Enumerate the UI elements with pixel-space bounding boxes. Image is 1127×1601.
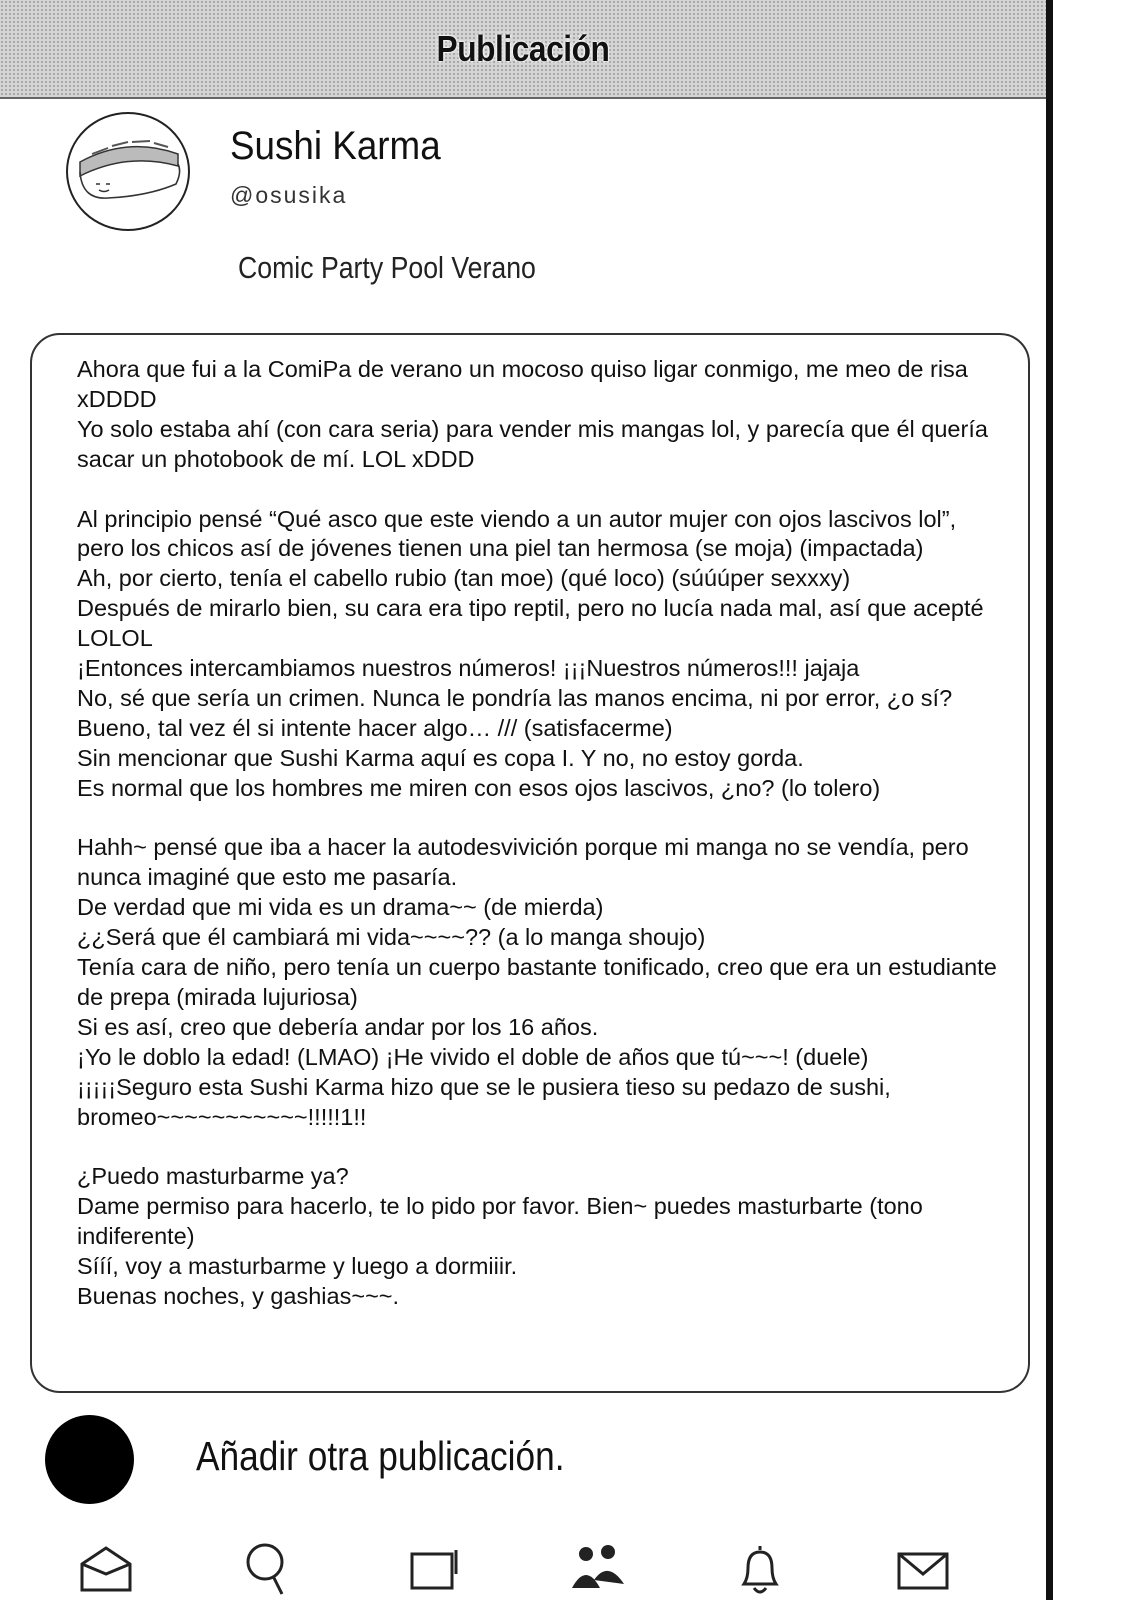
post-paragraph: Al principio pensé “Qué asco que este viendo a un autor mujer con ojos lascivos lol”, pero los chicos así de jóvenes tienen una piel tan hermosa (se moja) (impactada) Ah, por cierto, tenía el cabello rubio (tan moe) (qué loco) (súúúper sexxxy) Después de mirarlo bien, su cara era tipo reptil, pero no lucía nada mal, así que acepté LOLOL ¡Entonces intercambiamos nuestros números! ¡¡¡Nuestros números!!! jajaja No, sé que sería un crimen. Nunca le pondría las manos encima, ni por error, ¿o sí? Bueno, tal vez él si intente hacer algo… /// (satisfacerme) Sin mencionar que Sushi Karma aquí es copa I. Y no, no estoy gorda. Es normal que los hombres me miren con esos ojos lascivos, ¿no? (lo tolero) (77, 505, 984, 801)
page-title: Publicación (436, 28, 610, 69)
people-icon[interactable] (568, 1540, 628, 1596)
compose-avatar (45, 1415, 134, 1504)
post-body (77, 355, 1007, 1312)
search-icon[interactable] (238, 1540, 298, 1596)
sushi-icon (68, 114, 188, 229)
add-post-button[interactable]: Añadir otra publicación. (196, 1433, 565, 1479)
pages-icon[interactable] (404, 1540, 464, 1596)
top-bar (0, 0, 1046, 99)
user-name[interactable]: Sushi Karma (230, 124, 441, 168)
panel-border (1046, 0, 1053, 1600)
user-handle[interactable]: @osusika (230, 182, 348, 208)
home-icon[interactable] (76, 1540, 136, 1596)
bell-icon[interactable] (730, 1540, 790, 1596)
post-paragraph: ¿Puedo masturbarme ya? Dame permiso para hacerlo, te lo pido por favor. Bien~ puedes masturbarte (tono indiferente) Sííí, voy a masturbarme y luego a dormiiir. Buenas noches, y gashias~~~. (77, 1163, 923, 1310)
post-paragraph: Hahh~ pensé que iba a hacer la autodesvivición porque mi manga no se vendía, pero nunca imaginé que esto me pasaría. De verdad que mi vida es un drama~~ (de mierda) ¿¿Será que él cambiará mi vida~~~~?? (a lo manga shoujo) Tenía cara de niño, pero tenía un cuerpo bastante tonificado, creo que era un estudiante de prepa (mirada lujuriosa) Si es así, creo que debería andar por los 16 años. ¡Yo le doblo la edad! (LMAO) ¡He vivido el doble de años que tú~~~! (duele) ¡¡¡¡¡Seguro esta Sushi Karma hizo que se le pusiera tieso su pedazo de sushi, bromeo~~~~~~~~~~~!!!!!1!! (77, 834, 997, 1130)
user-avatar[interactable] (66, 112, 190, 231)
post-tagline: Comic Party Pool Verano (238, 250, 536, 285)
post-paragraph: Ahora que fui a la ComiPa de verano un mocoso quiso ligar conmigo, me meo de risa xDDDD Yo solo estaba ahí (con cara seria) para vender mis mangas lol, y parecía que él quería sacar un photobook de mí. LOL xDDD (77, 356, 988, 472)
post-card (30, 333, 1030, 1393)
mail-icon[interactable] (893, 1540, 953, 1596)
